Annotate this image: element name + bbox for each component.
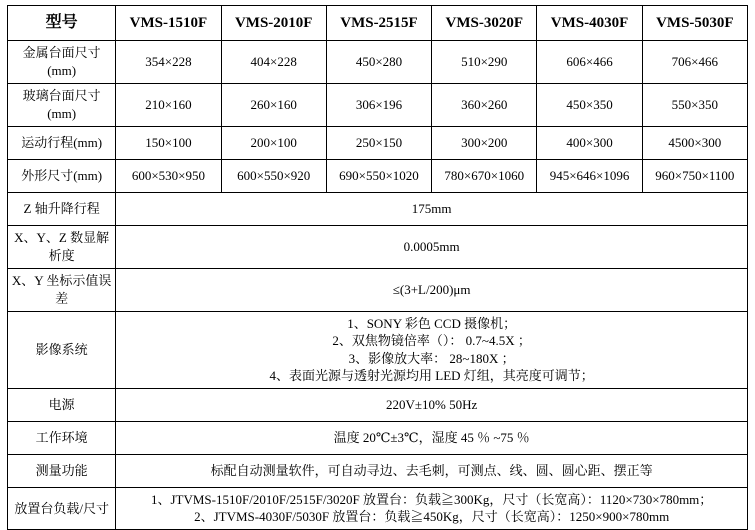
cell-metal-stage-size-1: 354×228 [116, 40, 221, 83]
cell-travel-2: 200×100 [221, 126, 326, 159]
table-header-row [8, 6, 748, 41]
row-label-measure-function: 测量功能 [8, 454, 116, 487]
stand-load-line-1: 1、JTVMS-1510F/2010F/2515F/3020F 放置台：负载≧300Kg，尺寸（长宽高）：1120×730×780mm； [150, 491, 713, 507]
header-model-5: VMS-4030F [537, 6, 642, 41]
cell-overall-size-6: 960×750×1100 [642, 159, 747, 192]
cell-glass-stage-size-3: 306×196 [326, 83, 431, 126]
imaging-line-4: 4、表面光源与透射光源均用 LED 灯组，其亮度可调节； [269, 368, 594, 384]
header-model-2: VMS-2010F [221, 6, 326, 41]
row-label-glass-stage-size: 玻璃台面尺寸(mm) [8, 83, 116, 126]
cell-metal-stage-size-6: 706×466 [642, 40, 747, 83]
header-label: 型号 [8, 6, 116, 41]
stand-load-line-2: 2、JTVMS-4030F/5030F 放置台：负载≧450Kg，尺寸（长宽高）：1250×900×780mm [194, 509, 670, 525]
row-label-environment: 工作环境 [8, 421, 116, 454]
table-row-measure-function [8, 454, 748, 487]
table-row-stand-load-size [8, 487, 748, 529]
cell-glass-stage-size-4: 360×260 [432, 83, 537, 126]
cell-resolution-value: 0.0005mm [116, 225, 748, 268]
cell-stand-load-size-list [116, 487, 748, 529]
cell-metal-stage-size-3: 450×280 [326, 40, 431, 83]
header-model-1: VMS-1510F [116, 6, 221, 41]
header-model-6: VMS-5030F [642, 6, 747, 41]
cell-z-travel-value: 175mm [116, 192, 748, 225]
cell-travel-5: 400×300 [537, 126, 642, 159]
imaging-line-3: 3、影像放大率： 28~180X ； [348, 350, 515, 366]
row-label-resolution: X、Y、Z 数显解析度 [8, 225, 116, 268]
specification-table [7, 5, 748, 530]
imaging-line-1: 1、SONY 彩色 CCD 摄像机； [347, 315, 517, 331]
cell-travel-3: 250×150 [326, 126, 431, 159]
cell-metal-stage-size-2: 404×228 [221, 40, 326, 83]
cell-travel-6: 4500×300 [642, 126, 747, 159]
cell-glass-stage-size-1: 210×160 [116, 83, 221, 126]
table-row-travel [8, 126, 748, 159]
table-row-overall-size [8, 159, 748, 192]
header-model-4: VMS-3020F [432, 6, 537, 41]
table-row-power [8, 388, 748, 421]
table-row-glass-stage-size [8, 83, 748, 126]
table-row-environment [8, 421, 748, 454]
cell-power-value: 220V±10% 50Hz [116, 388, 748, 421]
cell-imaging-system-list [116, 311, 748, 388]
row-label-imaging-system: 影像系统 [8, 311, 116, 388]
table-row-resolution [8, 225, 748, 268]
cell-measure-function-value: 标配自动测量软件，可自动寻边、去毛刺，可测点、线、圆、圆心距、摆正等 [116, 454, 748, 487]
row-label-accuracy: X、Y 坐标示值误差 [8, 268, 116, 311]
cell-travel-4: 300×200 [432, 126, 537, 159]
cell-overall-size-3: 690×550×1020 [326, 159, 431, 192]
row-label-travel: 运动行程(mm) [8, 126, 116, 159]
imaging-line-2: 2、双焦物镜倍率（）： 0.7~4.5X ； [332, 333, 531, 349]
row-label-power: 电源 [8, 388, 116, 421]
row-label-stand-load-size: 放置台负载/尺寸 [8, 487, 116, 529]
cell-glass-stage-size-2: 260×160 [221, 83, 326, 126]
row-label-z-travel: Z 轴升降行程 [8, 192, 116, 225]
cell-overall-size-4: 780×670×1060 [432, 159, 537, 192]
cell-travel-1: 150×100 [116, 126, 221, 159]
cell-metal-stage-size-5: 606×466 [537, 40, 642, 83]
table-row-accuracy [8, 268, 748, 311]
table-row-imaging-system [8, 311, 748, 388]
row-label-overall-size: 外形尺寸(mm) [8, 159, 116, 192]
cell-overall-size-2: 600×550×920 [221, 159, 326, 192]
cell-metal-stage-size-4: 510×290 [432, 40, 537, 83]
spec-sheet [0, 5, 755, 525]
table-row-z-travel [8, 192, 748, 225]
cell-glass-stage-size-6: 550×350 [642, 83, 747, 126]
row-label-metal-stage-size: 金属台面尺寸(mm) [8, 40, 116, 83]
cell-glass-stage-size-5: 450×350 [537, 83, 642, 126]
cell-accuracy-value: ≤(3+L/200)μm [116, 268, 748, 311]
cell-overall-size-1: 600×530×950 [116, 159, 221, 192]
header-model-3: VMS-2515F [326, 6, 431, 41]
table-row-metal-stage-size [8, 40, 748, 83]
cell-overall-size-5: 945×646×1096 [537, 159, 642, 192]
cell-environment-value: 温度 20℃±3℃，湿度 45 ％ ~75 ％ [116, 421, 748, 454]
